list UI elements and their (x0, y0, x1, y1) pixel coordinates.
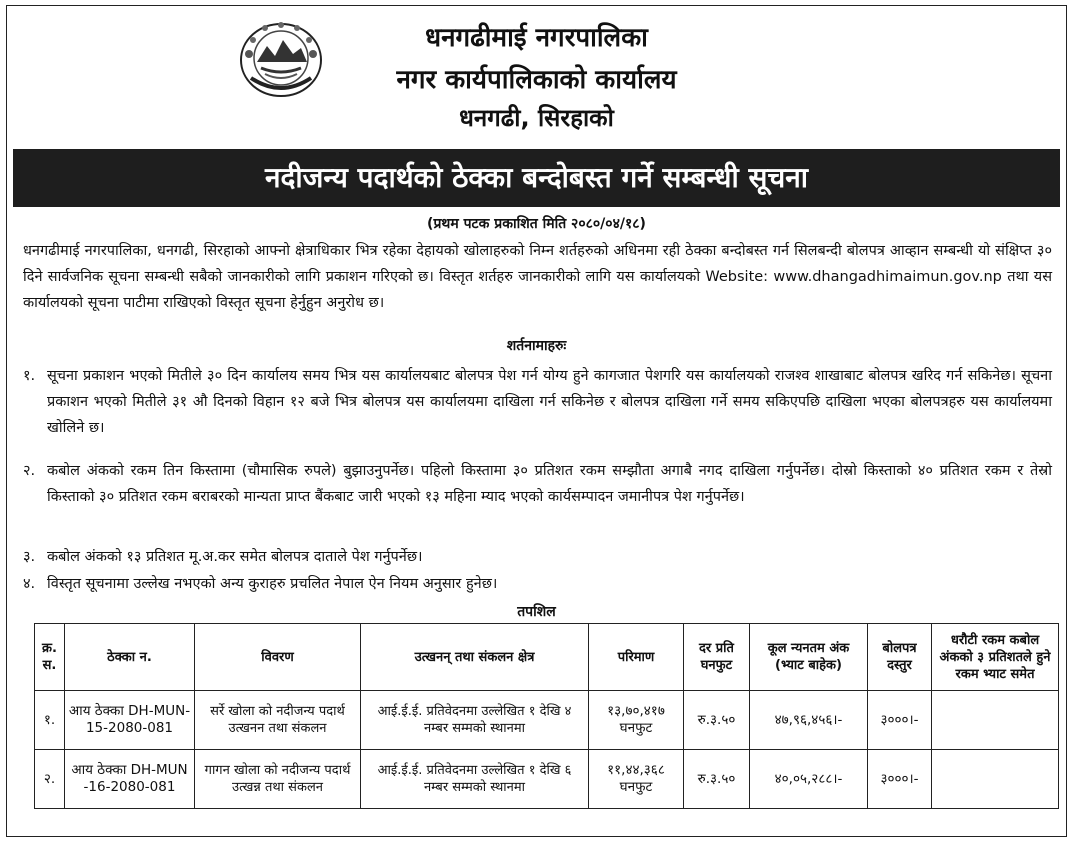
cell-sn: १. (35, 691, 65, 750)
cell-area: आई.ई.ई. प्रतिवेदनमा उल्लेखित १ देखि ६ नम्बर सम्मको स्थानमा (361, 750, 589, 809)
cell-rate: रु.३.५० (684, 750, 750, 809)
notice-title-banner: नदीजन्य पदार्थको ठेक्का बन्दोबस्त गर्ने सम्बन्धी सूचना (13, 149, 1060, 207)
cell-deposit (932, 750, 1059, 809)
term-text: सूचना प्रकाशन भएको मितीले ३० दिन कार्यालय समय भित्र यस कार्यालयबाट बोलपत्र पेश गर्न योग्य हुने कागजात पेशगरि यस कार्यालयको राजश्व शाखाबाट बोलपत्र खरिद गर्न सकिनेछ। सूचना प्रकाशन भएको मितीले ३१ औ दिनको विहान १२ बजे भित्र बोलपत्र यस कार्यालयमा दाखिला गर्न सकिनेछ र बोलपत्र दाखिला गर्ने समय सकिएपछि दाखिला भएका बोलपत्रहरु यस कार्यालयमा खोलिने छ। (47, 368, 1052, 436)
cell-fee: ३०००।- (868, 691, 932, 750)
terms-heading: शर्तनामाहरुः (506, 338, 567, 354)
notice-page (6, 5, 1067, 837)
term-text: विस्तृत सूचनामा उल्लेख नभएको अन्य कुराहरु प्रचलित नेपाल ऐन नियम अनुसार हुनेछ। (47, 576, 498, 592)
term-item (23, 571, 1052, 597)
schedule-heading: तपशिल (517, 604, 556, 620)
cell-total: ४०,०५,२८८।- (750, 750, 868, 809)
cell-quantity: ११,४४,३६८ घनफुट (589, 750, 684, 809)
cell-rate: रु.३.५० (684, 691, 750, 750)
table-row (35, 750, 1059, 809)
col-header-fee: बोलपत्र दस्तुर (868, 624, 932, 691)
cell-total: ४७,९६,४५६।- (750, 691, 868, 750)
term-text: कबोल अंकको रकम तिन किस्तामा (चौमासिक रुपले) बुझाउनुपर्नेछ। पहिलो किस्तामा ३० प्रतिशत रकम सम्झौता अगाबै नगद दाखिला गर्नुपर्नेछ। दोस्रो किस्ताको ४० प्रतिशत रकम र तेस्रो किस्ताको ३० प्रतिशत रकम बराबरको मान्यता प्राप्त बैंकबाट जारी भएको १३ महिना म्याद भएको कार्यसम्पादन जमानीपत्र पेश गर्नुपर्नेछ। (47, 463, 1052, 505)
municipality-name: धनगढीमाई नगरपालिका (425, 23, 648, 53)
cell-area: आई.ई.ई. प्रतिवेदनमा उल्लेखित १ देखि ४ नम्बर सम्मको स्थानमा (361, 691, 589, 750)
table-header-row (35, 624, 1059, 691)
term-item (23, 458, 1052, 510)
schedule-table (34, 623, 1059, 809)
col-header-deposit: धरौटी रकम कबोल अंकको ३ प्रतिशतले हुने रकम भ्याट समेत (932, 624, 1059, 691)
cell-description: गागन खोला को नदीजन्य पदार्थ उत्खन्न तथा संकलन (195, 750, 361, 809)
term-number: १. (23, 368, 36, 384)
cell-quantity: १३,७०,४१७ घनफुट (589, 691, 684, 750)
term-number: २. (23, 463, 36, 479)
col-header-quantity: परिमाण (589, 624, 684, 691)
office-name: नगर कार्यपालिकाको कार्यालय (396, 65, 677, 95)
col-header-area: उत्खनन् तथा संकलन क्षेत्र (361, 624, 589, 691)
term-text: कबोल अंकको १३ प्रतिशत मू.अ.कर समेत बोलपत्र दाताले पेश गर्नुपर्नेछ। (47, 549, 423, 565)
term-item (23, 363, 1052, 441)
intro-paragraph: धनगढीमाई नगरपालिका, धनगढी, सिरहाको आफ्नो क्षेत्राधिकार भित्र रहेका देहायको खोलाहरुको निम्न शर्तहरुको अधिनमा रही ठेक्का बन्दोबस्त गर्न सिलबन्दी बोलपत्र आव्हान सम्बन्धी यो संक्षिप्त ३० दिने सार्वजनिक सूचना सम्बन्धी सबैको जानकारीको लागि प्रकाशन गरिएको छ। विस्तृत शर्तहरु जानकारीको लागि यस कार्यालयको Website: www.dhangadhimaimun.gov.np तथा यस कार्यालयको सूचना पाटीमा राखिएको विस्तृत सूचना हेर्नुहुन अनुरोध छ। (23, 243, 1052, 311)
cell-contract: आय ठेक्का DH-MUN-15-2080-081 (65, 691, 195, 750)
office-location: धनगढी, सिरहाको (459, 104, 614, 132)
col-header-total: कूल न्यनतम अंक (भ्याट बाहेक) (750, 624, 868, 691)
cell-contract: आय ठेक्का DH-MUN -16-2080-081 (65, 750, 195, 809)
col-header-description: विवरण (195, 624, 361, 691)
cell-description: सर्रे खोला को नदीजन्य पदार्थ उत्खनन तथा संकलन (195, 691, 361, 750)
col-header-sn: क्र. स. (35, 624, 65, 691)
term-item (23, 544, 1052, 570)
cell-sn: २. (35, 750, 65, 809)
col-header-contract: ठेक्का न. (65, 624, 195, 691)
col-header-rate: दर प्रति घनफुट (684, 624, 750, 691)
term-number: ३. (23, 549, 36, 565)
cell-fee: ३०००।- (868, 750, 932, 809)
table-row (35, 691, 1059, 750)
term-number: ४. (23, 576, 36, 592)
publication-date: (प्रथम पटक प्रकाशित मिति २०८०/०४/१८) (427, 216, 646, 232)
cell-deposit (932, 691, 1059, 750)
